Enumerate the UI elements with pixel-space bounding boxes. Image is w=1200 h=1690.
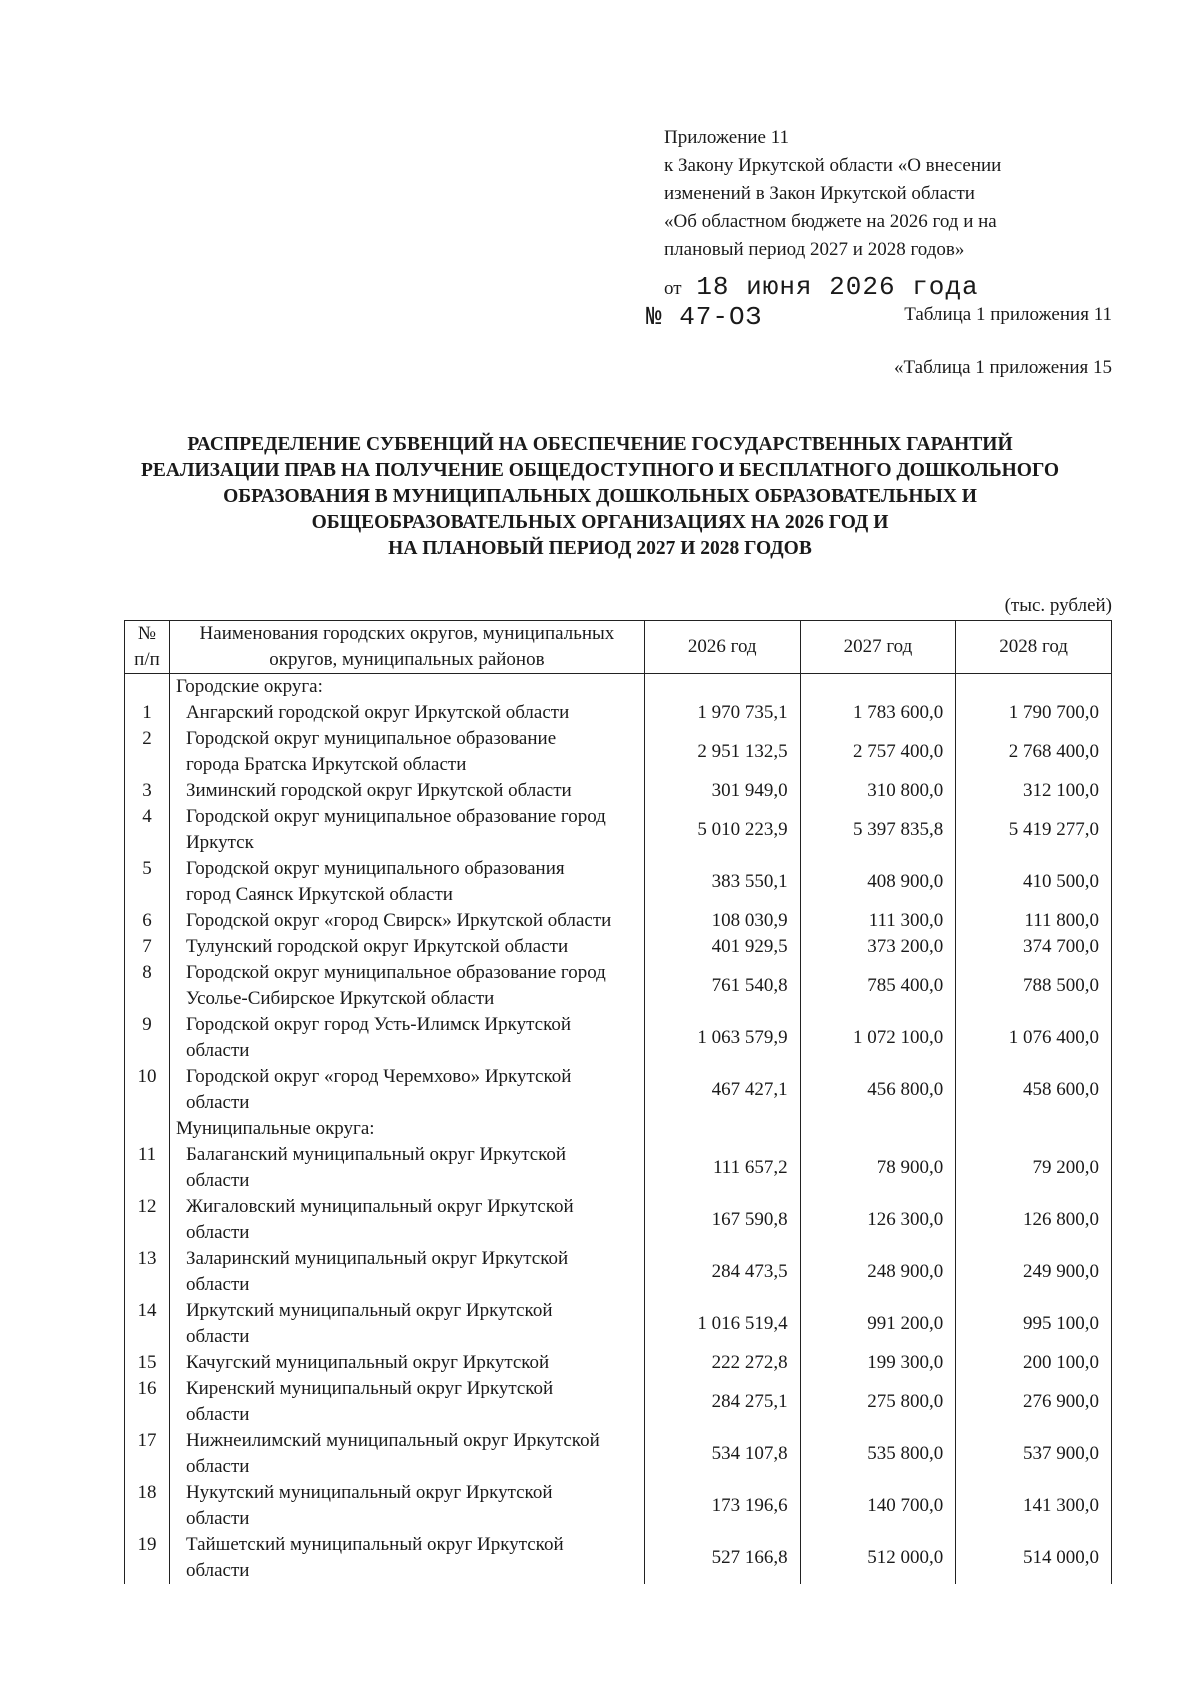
row-number: 7	[125, 934, 170, 960]
header-name: Наименования городских округов, муниципальных округов, муниципальных районов	[169, 621, 644, 674]
table-row	[125, 726, 1112, 778]
row-number: 2	[125, 726, 170, 778]
title-line: РАСПРЕДЕЛЕНИЕ СУБВЕНЦИЙ НА ОБЕСПЕЧЕНИЕ ГОСУДАРСТВЕННЫХ ГАРАНТИЙ	[187, 434, 1013, 455]
date-stamp: 18 июня 2026 года	[696, 272, 979, 302]
row-number: 14	[125, 1298, 170, 1350]
value-2028: 537 900,0	[956, 1428, 1112, 1480]
value-2027: 275 800,0	[800, 1376, 956, 1428]
name-line: Ангарский городской округ Иркутской области	[185, 702, 570, 723]
value-2028: 374 700,0	[956, 934, 1112, 960]
municipality-name	[169, 1064, 644, 1116]
value-2026: 2 951 132,5	[644, 726, 800, 778]
annex-header	[664, 124, 1084, 264]
name-line: Зиминский городской округ Иркутской области	[185, 780, 572, 801]
municipality-name	[169, 1012, 644, 1064]
value-2027: 991 200,0	[800, 1298, 956, 1350]
value-2028: 126 800,0	[956, 1194, 1112, 1246]
value-2026: 1 063 579,9	[644, 1012, 800, 1064]
value-2027: 1 783 600,0	[800, 700, 956, 726]
row-number: 1	[125, 700, 170, 726]
value-2028: 410 500,0	[956, 856, 1112, 908]
value-2026: 383 550,1	[644, 856, 800, 908]
table-row	[125, 1246, 1112, 1298]
row-number: 5	[125, 856, 170, 908]
row-number: 16	[125, 1376, 170, 1428]
name-line: области	[185, 1404, 250, 1425]
table-row	[125, 934, 1112, 960]
annex-line: Приложение 11	[664, 127, 790, 148]
name-line: области	[185, 1560, 250, 1581]
group-row	[125, 1116, 1112, 1142]
value-2026: 467 427,1	[644, 1064, 800, 1116]
value-2027: 111 300,0	[800, 908, 956, 934]
annex-line: плановый период 2027 и 2028 годов»	[664, 239, 965, 260]
row-number: 4	[125, 804, 170, 856]
row-number	[125, 1116, 170, 1142]
table-row	[125, 1142, 1112, 1194]
value-2028: 312 100,0	[956, 778, 1112, 804]
row-number: 8	[125, 960, 170, 1012]
name-line: Иркутский муниципальный округ Иркутской	[185, 1300, 553, 1321]
old-table-reference: «Таблица 1 приложения 15	[894, 357, 1112, 378]
value-cell	[644, 674, 800, 701]
value-2026: 167 590,8	[644, 1194, 800, 1246]
annex-line: к Закону Иркутской области «О внесении	[664, 155, 1002, 176]
value-2026: 111 657,2	[644, 1142, 800, 1194]
municipality-name	[169, 1194, 644, 1246]
table-row	[125, 778, 1112, 804]
name-line: Городской округ муниципальное образование	[185, 728, 557, 749]
value-2026: 301 949,0	[644, 778, 800, 804]
value-2027: 78 900,0	[800, 1142, 956, 1194]
row-number: 15	[125, 1350, 170, 1376]
name-line: Тайшетский муниципальный округ Иркутской	[185, 1534, 564, 1555]
value-2027: 248 900,0	[800, 1246, 956, 1298]
name-line: Иркутск	[185, 832, 254, 853]
table-row	[125, 1376, 1112, 1428]
group-label: Муниципальные округа:	[169, 1116, 644, 1142]
name-line: Нукутский муниципальный округ Иркутской	[185, 1482, 553, 1503]
value-2026: 284 473,5	[644, 1246, 800, 1298]
value-2027: 2 757 400,0	[800, 726, 956, 778]
value-2028: 249 900,0	[956, 1246, 1112, 1298]
row-number: 12	[125, 1194, 170, 1246]
value-2028: 995 100,0	[956, 1298, 1112, 1350]
municipality-name	[169, 726, 644, 778]
name-line: области	[185, 1508, 250, 1529]
row-number: 10	[125, 1064, 170, 1116]
municipality-name	[169, 700, 644, 726]
value-2026: 401 929,5	[644, 934, 800, 960]
name-line: области	[185, 1170, 250, 1191]
header-number: № п/п	[125, 621, 170, 674]
name-line: Тулунский городской округ Иркутской области	[185, 936, 569, 957]
title-line: НА ПЛАНОВЫЙ ПЕРИОД 2027 И 2028 ГОДОВ	[388, 538, 812, 559]
row-number: 9	[125, 1012, 170, 1064]
value-2027: 512 000,0	[800, 1532, 956, 1584]
name-line: Городской округ муниципальное образование город	[185, 806, 606, 827]
municipality-name	[169, 1376, 644, 1428]
municipality-name	[169, 1298, 644, 1350]
name-line: Городской округ «город Черемхово» Иркутской	[185, 1066, 572, 1087]
table-reference: Таблица 1 приложения 11	[904, 304, 1112, 325]
value-2028: 788 500,0	[956, 960, 1112, 1012]
header-2026: 2026 год	[644, 621, 800, 674]
value-cell	[956, 674, 1112, 701]
table-row	[125, 1350, 1112, 1376]
value-2026: 222 272,8	[644, 1350, 800, 1376]
table-row	[125, 700, 1112, 726]
table-row	[125, 804, 1112, 856]
municipality-name	[169, 1428, 644, 1480]
value-2028: 141 300,0	[956, 1480, 1112, 1532]
municipality-name	[169, 778, 644, 804]
name-line: Заларинский муниципальный округ Иркутской	[185, 1248, 569, 1269]
subvention-table	[124, 620, 1112, 1584]
value-2028: 276 900,0	[956, 1376, 1112, 1428]
name-line: области	[185, 1222, 250, 1243]
name-line: Усолье-Сибирское Иркутской области	[185, 988, 495, 1009]
title-line: РЕАЛИЗАЦИИ ПРАВ НА ПОЛУЧЕНИЕ ОБЩЕДОСТУПНОГО И БЕСПЛАТНОГО ДОШКОЛЬНОГО	[140, 460, 1060, 481]
group-row	[125, 674, 1112, 701]
title-line: ОБРАЗОВАНИЯ В МУНИЦИПАЛЬНЫХ ДОШКОЛЬНЫХ ОБРАЗОВАТЕЛЬНЫХ И	[223, 486, 977, 507]
row-number: 3	[125, 778, 170, 804]
name-line: города Братска Иркутской области	[185, 754, 467, 775]
value-2028: 5 419 277,0	[956, 804, 1112, 856]
annex-line: «Об областном бюджете на 2026 год и на	[664, 211, 997, 232]
value-2028: 1 076 400,0	[956, 1012, 1112, 1064]
table-row	[125, 1428, 1112, 1480]
municipality-name	[169, 960, 644, 1012]
value-2027: 785 400,0	[800, 960, 956, 1012]
table-header-row	[125, 621, 1112, 674]
name-line: Жигаловский муниципальный округ Иркутской	[185, 1196, 574, 1217]
value-2026: 5 010 223,9	[644, 804, 800, 856]
value-2026: 1 970 735,1	[644, 700, 800, 726]
group-label: Городские округа:	[169, 674, 644, 701]
law-number: № 47-ОЗ	[646, 302, 763, 332]
name-line: Нижнеилимский муниципальный округ Иркутской	[185, 1430, 600, 1451]
document-title	[100, 432, 1100, 562]
value-2027: 126 300,0	[800, 1194, 956, 1246]
value-2026: 284 275,1	[644, 1376, 800, 1428]
header-2028: 2028 год	[956, 621, 1112, 674]
municipality-name	[169, 908, 644, 934]
name-line: Киренский муниципальный округ Иркутской	[185, 1378, 554, 1399]
value-2028: 1 790 700,0	[956, 700, 1112, 726]
value-2027: 199 300,0	[800, 1350, 956, 1376]
name-line: Качугский муниципальный округ Иркутской	[185, 1352, 550, 1373]
value-cell	[800, 674, 956, 701]
table-row	[125, 960, 1112, 1012]
value-2027: 535 800,0	[800, 1428, 956, 1480]
title-line: ОБЩЕОБРАЗОВАТЕЛЬНЫХ ОРГАНИЗАЦИЯХ НА 2026 ГОД И	[311, 512, 889, 533]
municipality-name	[169, 1350, 644, 1376]
value-2027: 5 397 835,8	[800, 804, 956, 856]
table-row	[125, 908, 1112, 934]
table-row	[125, 1064, 1112, 1116]
value-2026: 173 196,6	[644, 1480, 800, 1532]
row-number: 17	[125, 1428, 170, 1480]
value-2028: 200 100,0	[956, 1350, 1112, 1376]
value-2027: 140 700,0	[800, 1480, 956, 1532]
value-cell	[800, 1116, 956, 1142]
name-line: город Саянск Иркутской области	[185, 884, 453, 905]
header-2027: 2027 год	[800, 621, 956, 674]
value-2027: 373 200,0	[800, 934, 956, 960]
law-date	[664, 272, 979, 302]
value-2026: 761 540,8	[644, 960, 800, 1012]
table-row	[125, 856, 1112, 908]
name-line: Городской округ муниципального образования	[185, 858, 565, 879]
annex-line: изменений в Закон Иркутской области	[664, 183, 975, 204]
name-line: области	[185, 1326, 250, 1347]
value-cell	[644, 1116, 800, 1142]
row-number: 6	[125, 908, 170, 934]
value-2028: 2 768 400,0	[956, 726, 1112, 778]
municipality-name	[169, 1480, 644, 1532]
name-line: области	[185, 1040, 250, 1061]
name-line: Балаганский муниципальный округ Иркутской	[185, 1144, 567, 1165]
name-line: области	[185, 1274, 250, 1295]
row-number: 13	[125, 1246, 170, 1298]
name-line: области	[185, 1456, 250, 1477]
table-row	[125, 1298, 1112, 1350]
value-2027: 1 072 100,0	[800, 1012, 956, 1064]
value-2028: 111 800,0	[956, 908, 1112, 934]
municipality-name	[169, 1532, 644, 1584]
name-line: области	[185, 1092, 250, 1113]
value-2027: 310 800,0	[800, 778, 956, 804]
value-cell	[956, 1116, 1112, 1142]
value-2027: 408 900,0	[800, 856, 956, 908]
municipality-name	[169, 804, 644, 856]
table-row	[125, 1012, 1112, 1064]
municipality-name	[169, 1142, 644, 1194]
value-2028: 458 600,0	[956, 1064, 1112, 1116]
value-2026: 527 166,8	[644, 1532, 800, 1584]
municipality-name	[169, 1246, 644, 1298]
units-label: (тыс. рублей)	[1004, 595, 1112, 616]
value-2026: 108 030,9	[644, 908, 800, 934]
name-line: Городской округ «город Свирск» Иркутской области	[185, 910, 612, 931]
value-2027: 456 800,0	[800, 1064, 956, 1116]
municipality-name	[169, 934, 644, 960]
table-row	[125, 1194, 1112, 1246]
row-number: 19	[125, 1532, 170, 1584]
row-number: 18	[125, 1480, 170, 1532]
row-number: 11	[125, 1142, 170, 1194]
value-2028: 79 200,0	[956, 1142, 1112, 1194]
table-row	[125, 1532, 1112, 1584]
value-2026: 534 107,8	[644, 1428, 800, 1480]
municipality-name	[169, 856, 644, 908]
row-number	[125, 674, 170, 701]
value-2026: 1 016 519,4	[644, 1298, 800, 1350]
table-row	[125, 1480, 1112, 1532]
name-line: Городской округ муниципальное образование город	[185, 962, 606, 983]
name-line: Городской округ город Усть-Илимск Иркутской	[185, 1014, 572, 1035]
value-2028: 514 000,0	[956, 1532, 1112, 1584]
date-prefix: от	[664, 278, 682, 299]
